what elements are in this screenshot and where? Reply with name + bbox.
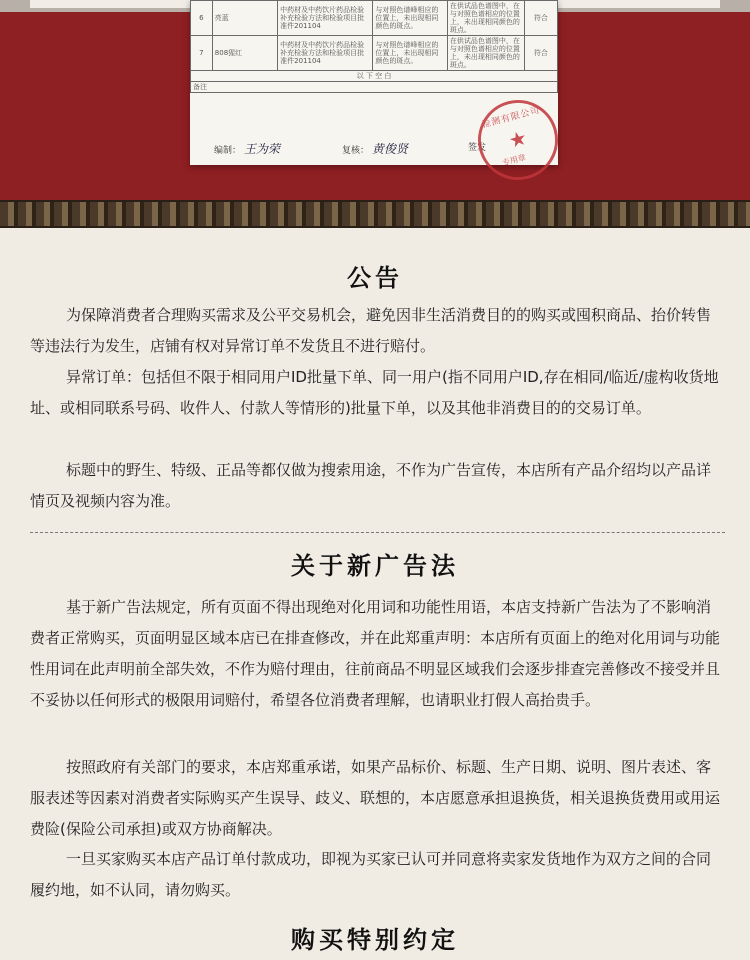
result: 在供试品色谱图中，在与对照色谱相应的位置上，未出现相同颜色的斑点。 xyxy=(447,36,524,71)
editor-label: 编制： xyxy=(214,146,242,156)
test-standard: 中药材及中药饮片药品检验补充检验方法和检验项目批准件201104 xyxy=(278,36,373,71)
verdict: 符合 xyxy=(524,1,557,36)
adlaw-paragraph-1: 基于新广告法规定，所有页面不得出现绝对化用词和功能性用语，本店支持新广告法为了不影响消费者正常购买，页面明显区域本店已在排查修改，并在此郑重声明：本店所有页面上的绝对化用词与功能性用词在此声明前全部失效，不作为赔付理由，往前商品不明显区域我们会逐步排查完善修改不接受并且不妥协以任何形式的极限用词赔付，希望各位消费者理解，也请职业打假人高抬贵手。 xyxy=(30,598,721,709)
item-name: 亮蓝 xyxy=(212,1,277,36)
section-divider xyxy=(30,532,725,533)
star-icon: ★ xyxy=(505,125,530,153)
verdict: 符合 xyxy=(524,36,557,71)
editor-signature xyxy=(214,140,280,157)
row-number: 6 xyxy=(191,1,213,36)
requirement: 与对照色谱峰相应的位置上，未出现相同颜色的斑点。 xyxy=(373,1,448,36)
requirement: 与对照色谱峰相应的位置上，未出现相同颜色的斑点。 xyxy=(373,36,448,71)
reviewer-signature xyxy=(342,140,408,157)
notice-paragraph-1: 为保障消费者合理购买需求及公平交易机会，避免因非生活消费目的的购买或囤积商品、抬价转售等违法行为发生，店铺有权对异常订单不发货且不进行赔付。 xyxy=(30,306,712,355)
report-table xyxy=(190,0,558,93)
remark-label: 备注 xyxy=(191,82,558,93)
table-row xyxy=(191,82,558,93)
result: 在供试品色谱图中，在与对照色谱相应的位置上，未出现相同颜色的斑点。 xyxy=(447,1,524,36)
adlaw-paragraph-2: 按照政府有关部门的要求，本店郑重承诺，如果产品标价、标题、生产日期、说明、图片表述、客服表述等因素对消费者实际购买产生误导、歧义、联想的，本店愿意承担退换货，相关退换货费用或用运费险(保险公司承担)或双方协商解决。 xyxy=(30,758,721,838)
header-banner xyxy=(0,0,750,200)
reviewer-sign: 黄俊贤 xyxy=(371,142,408,156)
test-standard: 中药材及中药饮片药品检验补充检验方法和检验项目批准件201104 xyxy=(278,1,373,36)
editor-sign: 王为荣 xyxy=(243,142,280,156)
reviewer-label: 复核： xyxy=(342,146,370,156)
decorative-border xyxy=(0,200,750,228)
notice-paragraph-3: 标题中的野生、特级、正品等都仅做为搜索用途，不作为广告宣传，本店所有产品介绍均以产品详情页及视频内容为准。 xyxy=(30,461,712,510)
seal-bottom-text: 专用章 xyxy=(501,152,527,168)
adlaw-paragraph-3: 一旦买家购买本店产品订单付款成功，即视为买家已认可并同意将卖家发货地作为双方之间的合同履约地，如不认同，请勿购买。 xyxy=(30,850,712,899)
adlaw-title: 关于新广告法 xyxy=(291,552,459,580)
row-number: 7 xyxy=(191,36,213,71)
seal-text: 检测有限公司 xyxy=(480,105,542,131)
table-row xyxy=(191,36,558,71)
table-row xyxy=(191,1,558,36)
special-title: 购买特别约定 xyxy=(291,926,459,954)
table-row xyxy=(191,71,558,82)
blank-line: 以 下 空 白 xyxy=(191,71,558,82)
notice-paragraph-2: 异常订单：包括但不限于相同用户ID批量下单、同一用户(指不同用户ID,存在相同/临近/虚构收货地址、或相同联系号码、收件人、付款人等情形的)批量下单，以及其他非消费目的的交易订单。 xyxy=(30,368,719,417)
approver-label: 签发 xyxy=(468,143,487,153)
notice-title: 公告 xyxy=(347,264,403,292)
item-name: 808猩红 xyxy=(212,36,277,71)
